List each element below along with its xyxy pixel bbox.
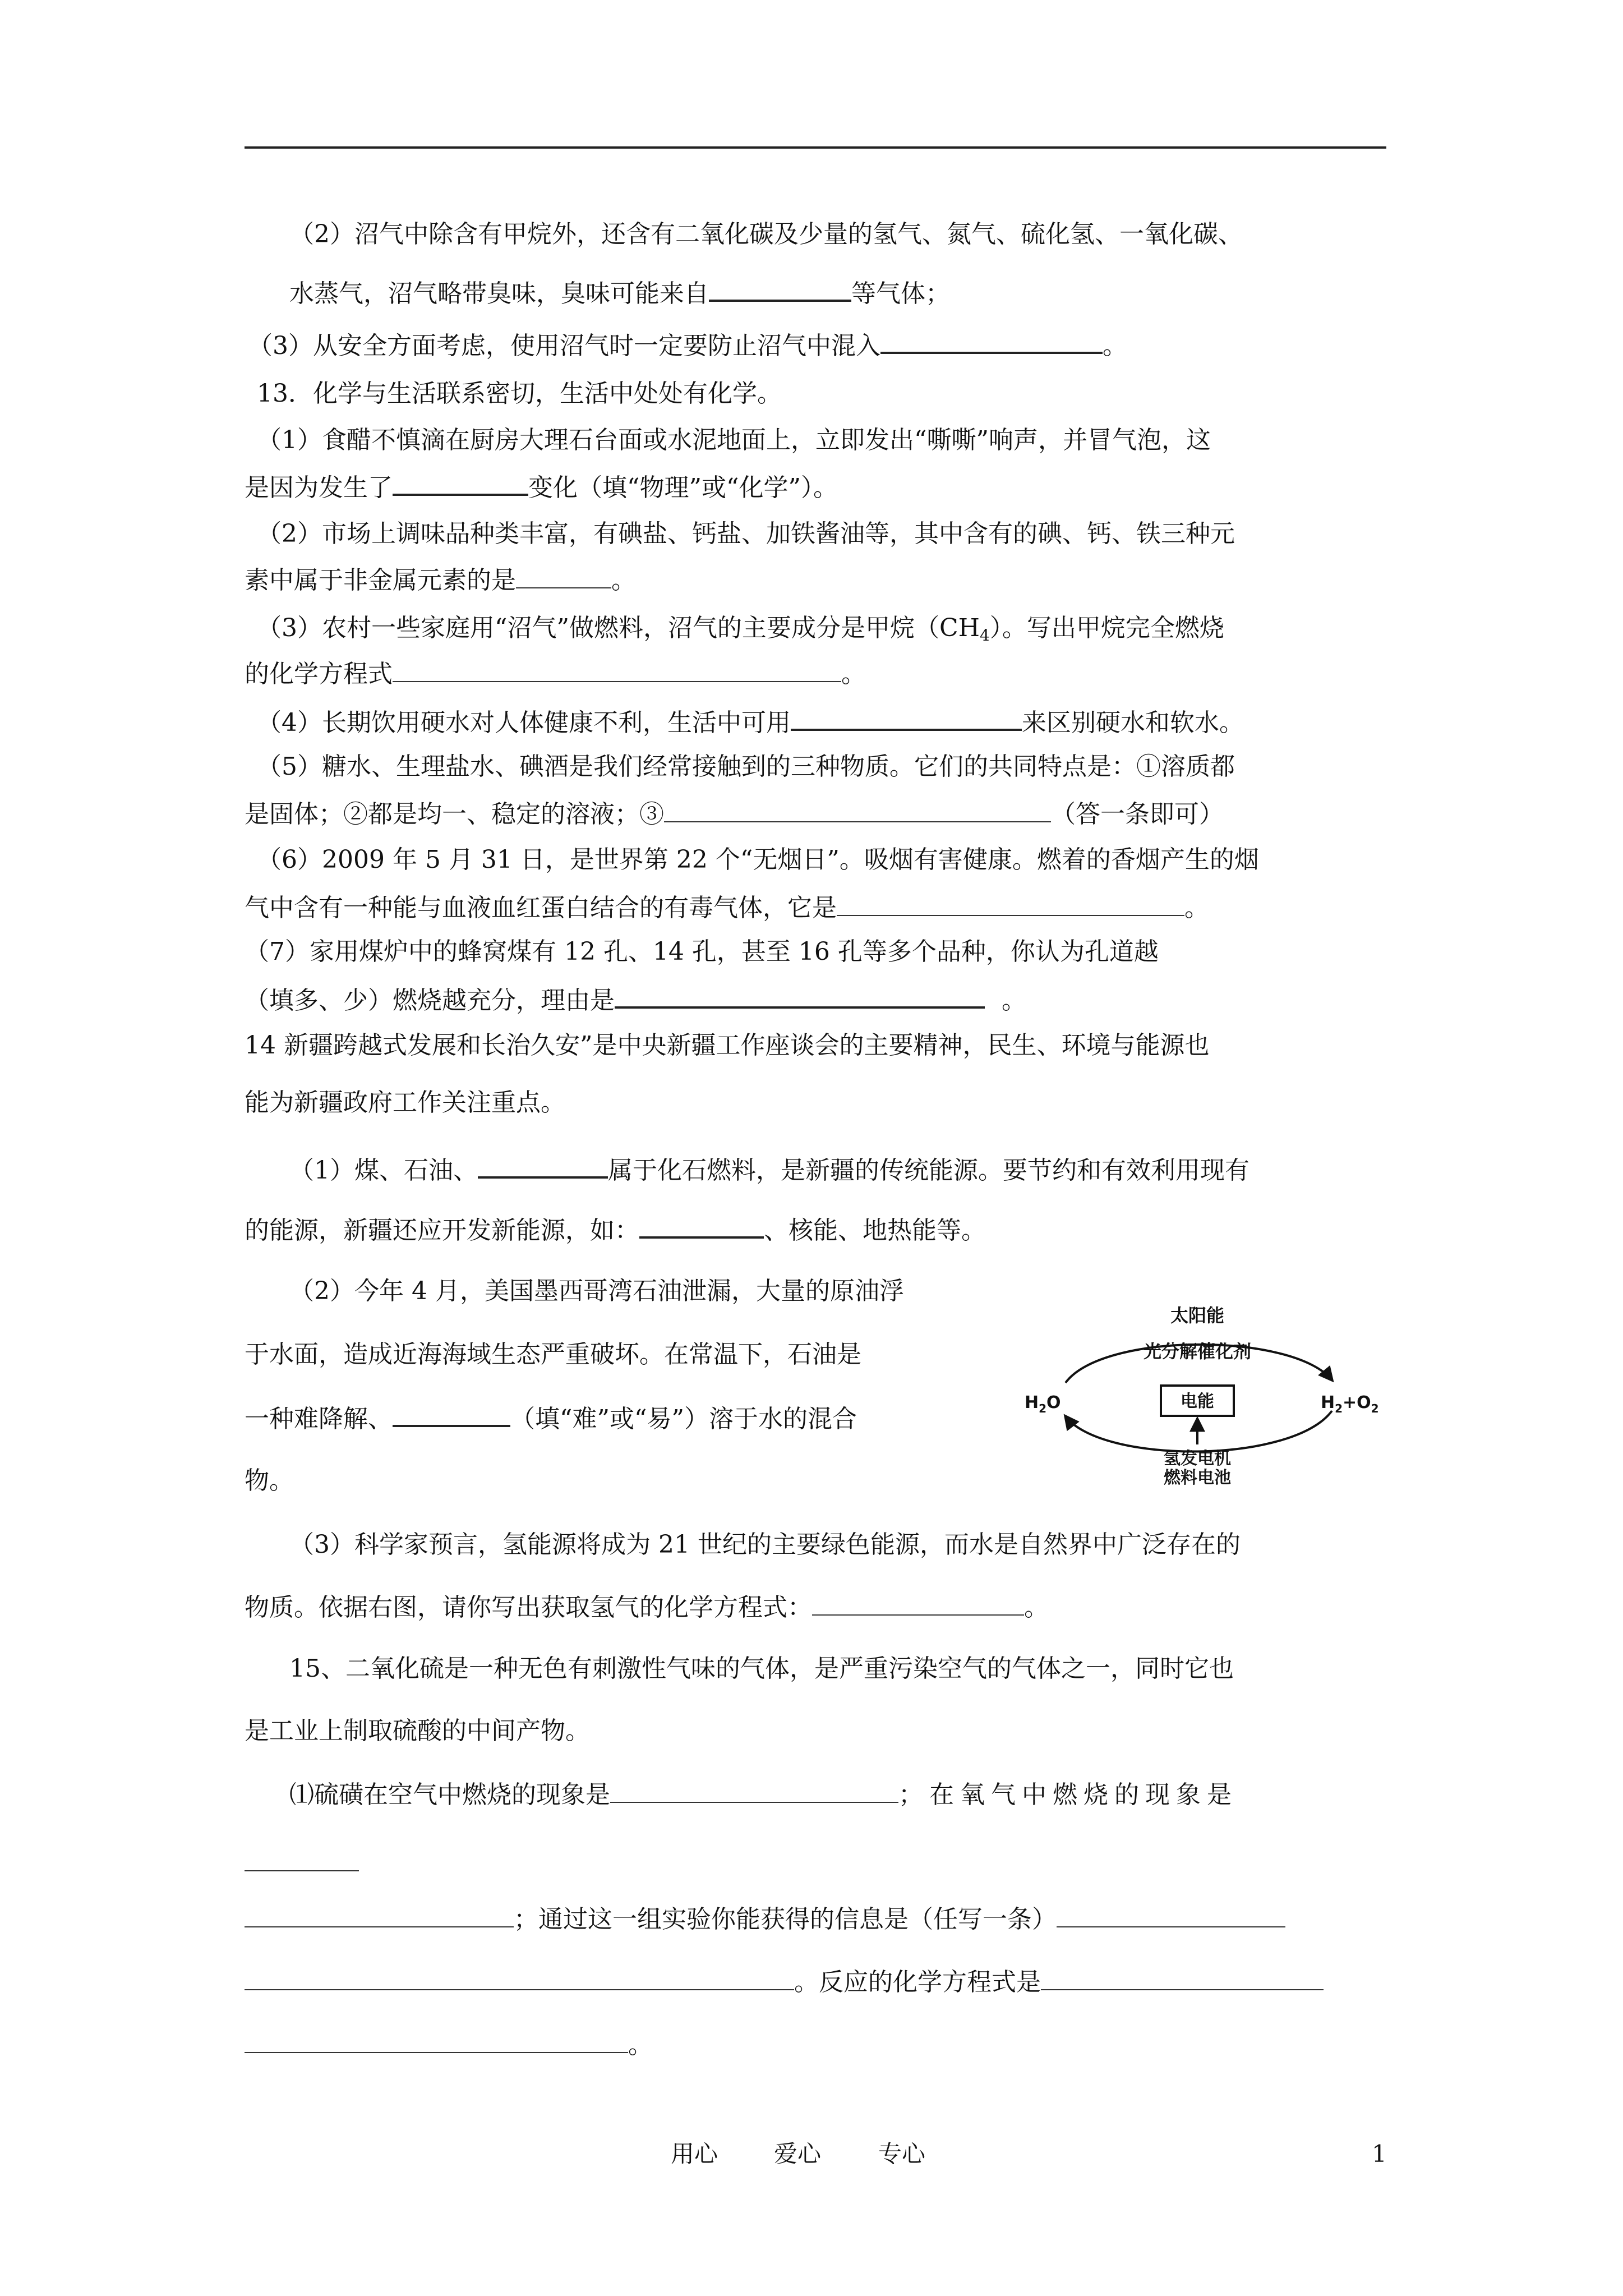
diagram-label-generator: 氢发电机 [1164, 1449, 1231, 1469]
q15-part1-line3: 。反应的化学方程式是 [245, 1964, 1324, 1999]
diagram-label-power: 电能 [1181, 1392, 1214, 1411]
q13-part3-line2: 的化学方程式 。 [245, 656, 866, 691]
q13-part2-line2: 素中属于非金属元素的是 。 [245, 563, 636, 597]
q13-part7-line2: （填多、少）燃烧越充分，理由是 。 [245, 982, 1026, 1018]
answer-blank[interactable] [245, 1870, 359, 1871]
answer-blank[interactable] [880, 327, 1103, 354]
answer-blank[interactable] [709, 275, 851, 302]
q14-part2-line4: 物。 [245, 1466, 294, 1495]
q14-part3-line1: （3）科学家预言，氢能源将成为 21 世纪的主要绿色能源，而水是自然界中广泛存在的 [289, 1530, 1241, 1559]
answer-blank[interactable] [245, 1902, 514, 1927]
header-rule [245, 146, 1386, 149]
q13-title: 13．化学与生活联系密切，生活中处处有化学。 [257, 379, 782, 408]
diagram-label-solar: 太阳能 [1170, 1305, 1225, 1326]
q13-part5-line2: 是固体；②都是均一、稳定的溶液；③ （答一条即可） [245, 797, 1224, 831]
q14-part2-line2: 于水面，造成近海海域生态严重破坏。在常温下，石油是 [245, 1340, 861, 1369]
diagram-label-water: $H_2O$ [1025, 1393, 1061, 1415]
footer-slogan-3: 专心 [878, 2140, 926, 2168]
page-number: 1 [1372, 2140, 1387, 2168]
q13-part3-line1: （3）农村一些家庭用“沼气”做燃料，沼气的主要成分是甲烷$(CH_4)$。写出甲烷完全燃烧 [257, 614, 1224, 645]
q14-title-line2: 能为新疆政府工作关注重点。 [245, 1088, 565, 1117]
q15-part1-line1: ⑴硫磺在空气中燃烧的现象是 ；在氧气中燃烧的现象是 [289, 1777, 1238, 1812]
q15-part1-line2: ；通过这一组实验你能获得的信息是（任写一条） [245, 1902, 1285, 1936]
q13-part5-line1: （5）糖水、生理盐水、碘酒是我们经常接触到的三种物质。它们的共同特点是：①溶质都 [257, 752, 1235, 781]
answer-blank[interactable] [837, 890, 1184, 916]
answer-blank[interactable] [639, 1212, 764, 1239]
answer-blank[interactable] [1057, 1902, 1285, 1927]
q14-part3-line2: 物质。依据右图，请你写出获取氢气的化学方程式： 。 [245, 1590, 1049, 1625]
footer-slogan-1: 用心 [671, 2140, 718, 2168]
q13-part7-line1: （7）家用煤炉中的蜂窝煤有 12 孔、14 孔，甚至 16 孔等多个品种，你认为孔道越 [245, 937, 1159, 966]
q13-part1-line2: 是因为发生了 变化（填“物理”或“化学”）。 [245, 469, 838, 505]
q15-title-line1: 15、二氧化硫是一种无色有刺激性气味的气体，是严重污染空气的气体之一，同时它也 [289, 1654, 1234, 1683]
footer-slogan-2: 爱心 [774, 2140, 822, 2168]
diagram-label-catalyst: 光分解催化剂 [1143, 1341, 1252, 1362]
q13-part6-line1: （6）2009 年 5 月 31 日，是世界第 22 个“无烟日”。吸烟有害健康。燃着的香烟产生的烟 [257, 845, 1259, 874]
answer-blank[interactable] [393, 656, 841, 682]
q14-part1-line1: （1）煤、石油、 属于化石燃料，是新疆的传统能源。要节约和有效利用现有 [289, 1152, 1249, 1188]
answer-blank[interactable] [615, 982, 985, 1009]
q12-part3: （3）从安全方面考虑，使用沼气时一定要防止沼气中混入 。 [248, 327, 1127, 363]
hydrogen-cycle-diagram [1018, 1301, 1379, 1488]
diagram-label-products: $H_2+O_2$ [1321, 1393, 1379, 1415]
answer-blank[interactable] [245, 2027, 628, 2053]
q13-part4: （4）长期饮用硬水对人体健康不利，生活中可用 来区别硬水和软水。 [257, 704, 1244, 740]
q13-part1-line1: （1）食醋不慎滴在厨房大理石台面或水泥地面上，立即发出“嘶嘶”响声，并冒气泡，这 [257, 426, 1211, 454]
answer-blank[interactable] [245, 1964, 794, 1990]
q14-part2-line3: 一种难降解、 （填“难”或“易”）溶于水的混合 [245, 1400, 857, 1436]
answer-blank[interactable] [393, 469, 528, 496]
q12-part2-line1: （2）沼气中除含有甲烷外，还含有二氧化碳及少量的氢气、氮气、硫化氢、一氧化碳、 [289, 220, 1243, 249]
diagram-label-fuel-cell: 燃料电池 [1164, 1468, 1231, 1488]
answer-blank[interactable] [1041, 1964, 1324, 1990]
answer-blank[interactable] [812, 1590, 1024, 1616]
answer-blank[interactable] [664, 797, 1051, 822]
q14-part1-line2: 的能源，新疆还应开发新能源，如： 、核能、地热能等。 [245, 1212, 986, 1248]
answer-blank[interactable] [610, 1777, 898, 1803]
q14-part2-line1: （2）今年 4 月，美国墨西哥湾石油泄漏，大量的原油浮 [289, 1277, 904, 1305]
q13-part2-line1: （2）市场上调味品种类丰富，有碘盐、钙盐、加铁酱油等，其中含有的碘、钙、铁三种元 [257, 519, 1235, 548]
q15-title-line2: 是工业上制取硫酸的中间产物。 [245, 1717, 590, 1745]
answer-blank[interactable] [516, 563, 611, 588]
answer-blank[interactable] [478, 1152, 608, 1179]
q13-part6-line2: 气中含有一种能与血液血红蛋白结合的有毒气体，它是 。 [245, 890, 1209, 925]
q14-title-line1: 14 新疆跨越式发展和长治久安”是中央新疆工作座谈会的主要精神，民生、环境与能源也 [245, 1031, 1210, 1060]
answer-blank[interactable] [791, 704, 1022, 731]
q12-part2-line2: 水蒸气，沼气略带臭味，臭味可能来自 等气体； [289, 275, 950, 311]
answer-blank[interactable] [393, 1400, 510, 1427]
q15-part1-line4: 。 [245, 2027, 653, 2062]
